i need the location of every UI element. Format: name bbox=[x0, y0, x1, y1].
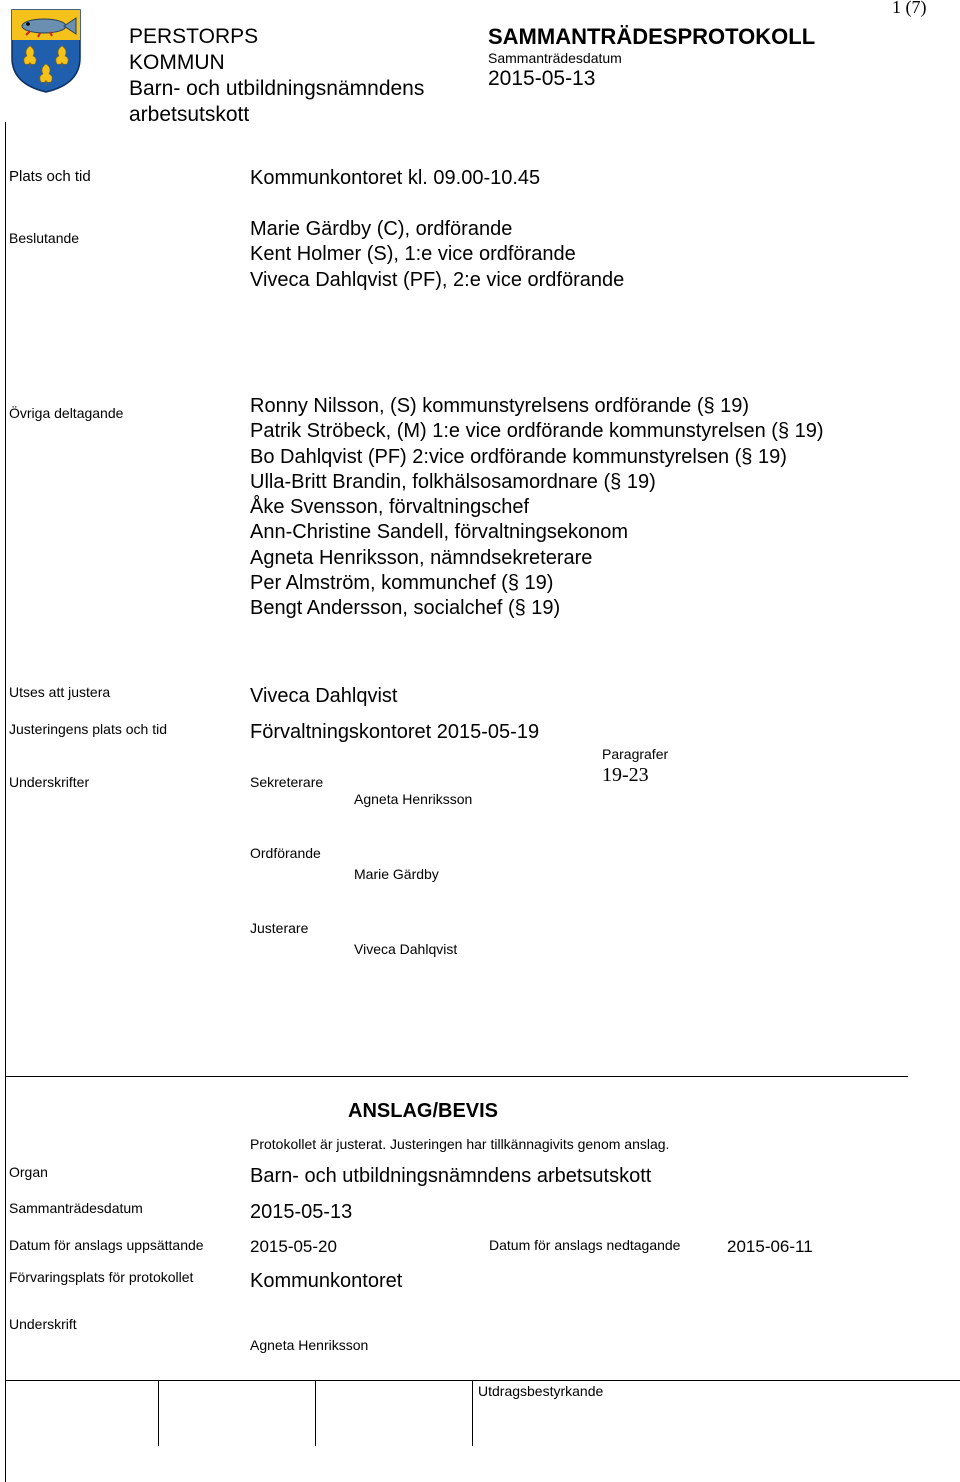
paragraphs-value: 19-23 bbox=[602, 764, 649, 786]
other-participant: Per Almström, kommunchef (§ 19) bbox=[250, 572, 554, 595]
notice-signature-label: Underskrift bbox=[9, 1316, 77, 1332]
signature-adjuster-label: Justerare bbox=[250, 920, 309, 936]
adjuster-label: Utses att justera bbox=[9, 684, 111, 700]
footer-divider-1 bbox=[158, 1381, 159, 1446]
place-time-value: Kommunkontoret kl. 09.00-10.45 bbox=[250, 167, 541, 189]
organ-value: Barn- och utbildningsnämndens arbetsutskott bbox=[250, 1165, 652, 1187]
other-participant: Ann-Christine Sandell, förvaltningsekonom bbox=[250, 521, 628, 544]
footer-divider-3 bbox=[472, 1381, 473, 1446]
organ-label: Organ bbox=[9, 1164, 48, 1180]
paragraphs-label: Paragrafer bbox=[602, 746, 669, 762]
deciding-label: Beslutande bbox=[9, 230, 80, 246]
deciding-list bbox=[250, 217, 624, 293]
committee-line2: arbetsutskott bbox=[129, 103, 250, 126]
municipality-line2: KOMMUN bbox=[129, 51, 225, 74]
adjuster-value: Viveca Dahlqvist bbox=[250, 685, 398, 707]
place-time-label: Plats och tid bbox=[9, 168, 91, 185]
signatures-label: Underskrifter bbox=[9, 774, 90, 790]
chair-name: Marie Gärdby bbox=[354, 866, 439, 882]
meeting-date-value: 2015-05-13 bbox=[250, 1201, 353, 1223]
left-margin-rule bbox=[5, 122, 6, 1482]
notice-separator bbox=[5, 1076, 908, 1077]
municipality-line1: PERSTORPS bbox=[129, 25, 259, 48]
posted-date-label: Datum för anslags uppsättande bbox=[9, 1237, 204, 1253]
other-participant: Ronny Nilsson, (S) kommunstyrelsens ordförande (§ 19) bbox=[250, 395, 750, 417]
secretary-name: Agneta Henriksson bbox=[354, 791, 473, 807]
removed-date-value: 2015-06-11 bbox=[727, 1237, 813, 1256]
adjust-place-value: Förvaltningskontoret 2015-05-19 bbox=[250, 721, 540, 743]
other-participant: Agneta Henriksson, nämndsekreterare bbox=[250, 546, 593, 569]
header-date: 2015-05-13 bbox=[488, 67, 596, 90]
deciding-member: Viveca Dahlqvist (PF), 2:e vice ordförande bbox=[250, 268, 625, 291]
other-participant: Patrik Ströbeck, (M) 1:e vice ordförande kommunstyrelsen (§ 19) bbox=[250, 420, 824, 443]
extract-certification-label: Utdragsbestyrkande bbox=[478, 1383, 604, 1399]
footer-divider-2 bbox=[315, 1381, 316, 1446]
page-number: 1 (7) bbox=[892, 0, 927, 17]
deciding-member: Marie Gärdby (C), ordförande bbox=[250, 218, 513, 240]
other-participant: Ulla-Britt Brandin, folkhälsosamordnare (§ 19) bbox=[250, 470, 656, 493]
posted-date-value: 2015-05-20 bbox=[250, 1237, 337, 1256]
municipality-name bbox=[129, 24, 424, 128]
meeting-date-label: Sammanträdesdatum bbox=[9, 1200, 143, 1216]
adjust-place-label: Justeringens plats och tid bbox=[9, 721, 167, 737]
chair-label: Ordförande bbox=[250, 845, 321, 861]
municipal-crest-logo bbox=[10, 8, 82, 94]
other-participant: Bengt Andersson, socialchef (§ 19) bbox=[250, 597, 561, 620]
secretary-label: Sekreterare bbox=[250, 774, 324, 790]
others-label: Övriga deltagande bbox=[9, 405, 124, 421]
signature-adjuster-name: Viveca Dahlqvist bbox=[354, 941, 458, 957]
notice-signature-name: Agneta Henriksson bbox=[250, 1337, 369, 1353]
other-participant: Åke Svensson, förvaltningschef bbox=[250, 496, 530, 519]
header-date-label: Sammanträdesdatum bbox=[488, 50, 622, 66]
committee-line1: Barn- och utbildningsnämndens bbox=[129, 77, 425, 100]
storage-value: Kommunkontoret bbox=[250, 1270, 403, 1292]
notice-statement: Protokollet är justerat. Justeringen har tillkännagivits genom anslag. bbox=[250, 1136, 670, 1152]
footer-top-rule bbox=[5, 1380, 960, 1381]
others-list bbox=[250, 394, 824, 622]
deciding-member: Kent Holmer (S), 1:e vice ordförande bbox=[250, 243, 576, 266]
storage-label: Förvaringsplats för protokollet bbox=[9, 1269, 194, 1285]
document-type-title: SAMMANTRÄDESPROTOKOLL bbox=[488, 24, 816, 49]
notice-title: ANSLAG/BEVIS bbox=[348, 1100, 499, 1122]
removed-date-label: Datum för anslags nedtagande bbox=[489, 1237, 681, 1253]
other-participant: Bo Dahlqvist (PF) 2:vice ordförande kommunstyrelsen (§ 19) bbox=[250, 445, 787, 468]
